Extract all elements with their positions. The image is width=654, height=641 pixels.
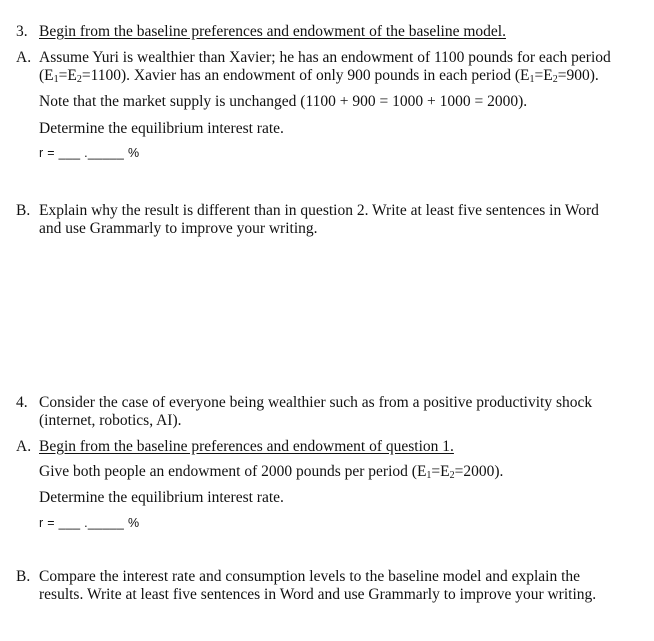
q3-heading: Begin from the baseline preferences and endowment of the baseline model.: [39, 23, 506, 40]
q4-part-a-instruction: Determine the equilibrium interest rate.: [39, 489, 284, 506]
q3-part-a-line1: Assume Yuri is wealthier than Xavier; he has an endowment of 1100 pounds for each period: [39, 49, 611, 66]
q4-a-mid: =E: [431, 463, 450, 480]
q3-part-b-line2: and use Grammarly to improve your writing.: [39, 220, 318, 237]
q3-part-b-line1: Explain why the result is different than in question 2. Write at least five sentences in Word: [39, 202, 599, 219]
q3-a-sub2: 2: [76, 74, 82, 85]
q4-line2: (internet, robotics, AI).: [39, 412, 182, 429]
q3-a-l2-end: =900).: [557, 67, 599, 84]
q3-a-sub1: 1: [53, 74, 59, 85]
q3-part-a-instruction: Determine the equilibrium interest rate.: [39, 120, 284, 137]
q4-part-b-line2: results. Write at least five sentences in Word and use Grammarly to improve your writing.: [39, 586, 597, 603]
q3-a-sub3: 1: [529, 74, 535, 85]
q4-part-b-line1: Compare the interest rate and consumption levels to the baseline model and explain the: [39, 568, 581, 585]
q4-part-a-letter: A.: [16, 438, 32, 455]
q3-a-l2-mid: =E: [58, 67, 77, 84]
q4-number: 4.: [16, 394, 28, 411]
q4-line1: Consider the case of everyone being wealthier such as from a positive productivity shock: [39, 394, 593, 411]
q3-a-l2-pre: (E: [39, 67, 54, 84]
q4-a-end: =2000).: [454, 463, 504, 480]
q4-part-a-heading: Begin from the baseline preferences and endowment of question 1.: [39, 438, 454, 455]
q3-part-a-letter: A.: [16, 49, 32, 66]
q3-a-l2-mid3: =E: [534, 67, 553, 84]
q3-rate-blank[interactable]: r = ___ ._____ %: [39, 146, 140, 160]
q3-a-sub4: 2: [552, 74, 558, 85]
q3-part-a-note: Note that the market supply is unchanged (1100 + 900 = 1000 + 1000 = 2000).: [39, 93, 528, 110]
q3-a-l2-mid2: =1100). Xavier has an endowment of only 900 pounds in each period (E: [81, 67, 530, 84]
q4-part-b-letter: B.: [16, 568, 31, 585]
q3-part-b-letter: B.: [16, 202, 31, 219]
q4-part-a-endowment: [39, 462, 503, 481]
q3-number: 3.: [16, 23, 28, 40]
q3-part-a-line2: [39, 66, 599, 85]
q4-a-pre: Give both people an endowment of 2000 pounds per period (E: [39, 463, 427, 480]
q4-rate-blank[interactable]: r = ___ ._____ %: [39, 516, 140, 530]
q4-a-sub2: 2: [449, 470, 455, 481]
q4-a-sub1: 1: [426, 470, 432, 481]
